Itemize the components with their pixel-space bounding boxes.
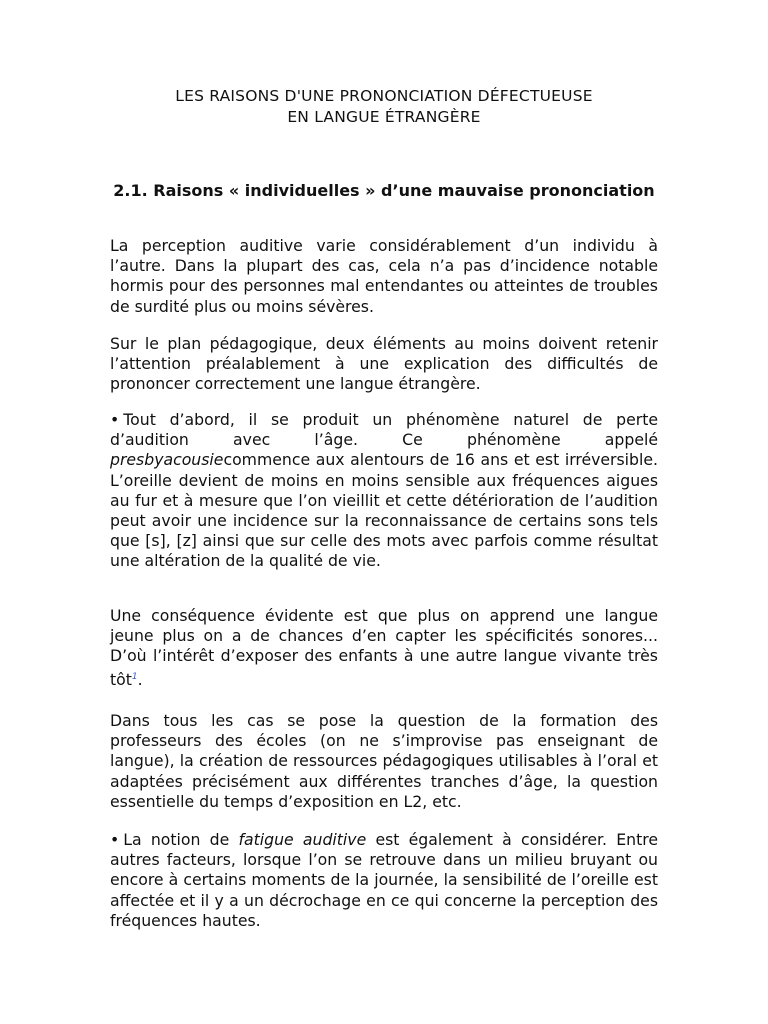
title-line-2: EN LANGUE ÉTRANGÈRE [287,108,481,126]
term-fatigue-auditive: fatigue auditive [238,830,367,849]
bullet-marker: • [110,830,120,849]
section-heading: 2.1. Raisons « individuelles » d’une mauvaise prononciation [113,181,655,200]
term-presbyacousie: presbyacousie [110,450,224,470]
paragraph-4-text: Une conséquence évidente est que plus on apprend une langue jeune plus on a de chances d’en capter les spécificités sonores... D’où l’intérêt d’exposer des enfants à une autre langue vivante très tôt [110,606,658,689]
paragraph-2: Sur le plan pédagogique, deux éléments au moins doivent retenir l’attention préalablement à une explication des difficultés de prononcer correctement une langue étrangère. [110,334,658,394]
paragraph-3 [110,410,658,572]
paragraph-6-text-end: est également à considérer. Entre autres facteurs, lorsque l’on se retrouve dans un milieu bruyant ou encore à certains moments de la journée, la sensibilité de l’oreille est affectée et il y a un décrochage en ce qui concerne la perception des fréquences hautes. [110,830,658,930]
paragraph-5: Dans tous les cas se pose la question de la formation des professeurs des écoles (on ne s’improvise pas enseignant de langue), la création de ressources pédagogiques utilisables à l’oral et adaptées précisément aux différentes tranches d’âge, la question essentielle du temps d’exposition en L2, etc. [110,711,658,811]
title-line-1: LES RAISONS D'UNE PRONONCIATION DÉFECTUEUSE [175,87,593,105]
paragraph-1: La perception auditive varie considérablement d’un individu à l’autre. Dans la plupart des cas, cela n’a pas d’incidence notable hormis pour des personnes mal entendantes ou atteintes de troubles de surdité plus ou moins sévères. [110,236,658,316]
paragraph-3-text-end: commence aux alentours de 16 ans et est irréversible. L’oreille devient de moins en moins sensible aux fréquences aigues au fur et à mesure que l’on vieillit et cette détérioration de l’audition peut avoir une incidence sur la reconnaissance de certains sons tels que [s], [z] ainsi que sur celle des mots avec parfois comme résultat une altération de la qualité de vie. [110,450,658,571]
footnote-reference[interactable]: 1 [131,671,138,682]
paragraph-6-text-start: La notion de [123,830,239,849]
paragraph-4-end: . [137,669,143,689]
bullet-marker: • [110,410,120,429]
paragraph-4 [110,606,658,690]
paragraph-6 [110,830,658,931]
document-title [0,86,768,128]
paragraph-3-text-start: Tout d’abord, il se produit un phénomène naturel de perte d’audition avec l’âge. Ce phénomène appelé [110,410,658,450]
